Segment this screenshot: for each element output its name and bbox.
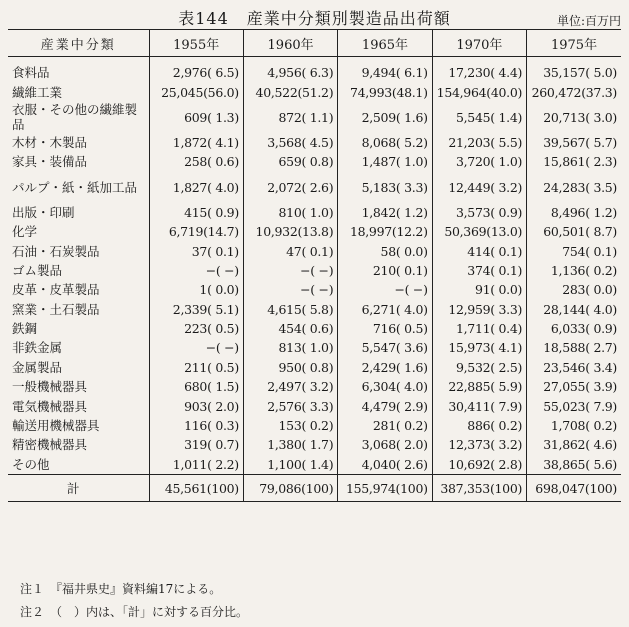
data-cell: 414( 0.1) bbox=[432, 241, 526, 260]
data-cell: 22,885( 5.9) bbox=[432, 377, 526, 396]
data-cell: 25,045(56.0) bbox=[149, 82, 243, 101]
data-cell: 2,509( 1.6) bbox=[338, 102, 432, 133]
data-cell: 223( 0.5) bbox=[149, 319, 243, 338]
data-cell: 903( 2.0) bbox=[149, 396, 243, 415]
row-label: 電気機械器具 bbox=[12, 398, 88, 414]
data-cell: 374( 0.1) bbox=[432, 261, 526, 280]
data-cell: 39,567( 5.7) bbox=[527, 133, 621, 152]
data-cell: 6,033( 0.9) bbox=[527, 319, 621, 338]
table-number: 表144 bbox=[178, 9, 229, 28]
data-cell: 27,055( 3.9) bbox=[527, 377, 621, 396]
data-cell: 2,339( 5.1) bbox=[149, 300, 243, 319]
data-cell: −( −) bbox=[149, 338, 243, 357]
row-label: 皮革・皮革製品 bbox=[12, 282, 100, 298]
data-cell: 9,532( 2.5) bbox=[432, 358, 526, 377]
row-label: 家具・装備品 bbox=[12, 154, 88, 170]
row-label: 化学 bbox=[12, 224, 38, 240]
data-cell: 40,522(51.2) bbox=[243, 82, 337, 101]
row-label: 食料品 bbox=[12, 65, 50, 81]
data-cell: 2,497( 3.2) bbox=[243, 377, 337, 396]
row-label: 一般機械器具 bbox=[12, 379, 88, 395]
table-row bbox=[8, 300, 621, 319]
data-cell: 91( 0.0) bbox=[432, 280, 526, 299]
data-cell: 50,369(13.0) bbox=[432, 222, 526, 241]
table-row bbox=[8, 241, 621, 260]
data-cell: 58( 0.0) bbox=[338, 241, 432, 260]
data-cell: 3,068( 2.0) bbox=[338, 435, 432, 454]
table-row bbox=[8, 172, 621, 203]
table-row bbox=[8, 377, 621, 396]
data-cell: 6,271( 4.0) bbox=[338, 300, 432, 319]
data-cell: 2,976( 6.5) bbox=[149, 57, 243, 83]
notes bbox=[20, 578, 248, 624]
data-cell: 609( 1.3) bbox=[149, 102, 243, 133]
data-cell: 886( 0.2) bbox=[432, 416, 526, 435]
data-cell: 1,487( 1.0) bbox=[338, 152, 432, 171]
data-cell: 154,964(40.0) bbox=[432, 82, 526, 101]
data-cell: −( −) bbox=[243, 261, 337, 280]
table-row bbox=[8, 319, 621, 338]
note-2: 注２ （ ）内は、「計」に対する百分比。 bbox=[20, 605, 249, 619]
column-header: 1975年 bbox=[527, 30, 621, 57]
total-row bbox=[8, 475, 621, 502]
data-cell: 1,711( 0.4) bbox=[432, 319, 526, 338]
data-cell: 9,494( 6.1) bbox=[338, 57, 432, 83]
total-cell: 79,086(100) bbox=[243, 475, 337, 502]
data-cell: 5,545( 1.4) bbox=[432, 102, 526, 133]
data-cell: 60,501( 8.7) bbox=[527, 222, 621, 241]
data-cell: 210( 0.1) bbox=[338, 261, 432, 280]
data-cell: 2,429( 1.6) bbox=[338, 358, 432, 377]
data-cell: 15,861( 2.3) bbox=[527, 152, 621, 171]
data-cell: 1( 0.0) bbox=[149, 280, 243, 299]
column-header: 1955年 bbox=[149, 30, 243, 57]
data-cell: 1,011( 2.2) bbox=[149, 455, 243, 475]
data-cell: 55,023( 7.9) bbox=[527, 396, 621, 415]
row-label: 鉄鋼 bbox=[12, 321, 38, 337]
column-header: 産業中分類 bbox=[8, 30, 149, 57]
table-row bbox=[8, 416, 621, 435]
row-label: 輸送用機械器具 bbox=[12, 418, 100, 434]
data-cell: 813( 1.0) bbox=[243, 338, 337, 357]
data-cell: 4,479( 2.9) bbox=[338, 396, 432, 415]
data-cell: 10,692( 2.8) bbox=[432, 455, 526, 475]
data-cell: 30,411( 7.9) bbox=[432, 396, 526, 415]
row-label: 衣服・その他の繊維製品 bbox=[12, 102, 138, 133]
row-label: 窯業・土石製品 bbox=[12, 301, 100, 317]
table-row bbox=[8, 203, 621, 222]
table-row bbox=[8, 102, 621, 133]
data-cell: 17,230( 4.4) bbox=[432, 57, 526, 83]
data-cell: 6,304( 4.0) bbox=[338, 377, 432, 396]
data-cell: 1,842( 1.2) bbox=[338, 203, 432, 222]
table-row bbox=[8, 455, 621, 475]
total-cell: 698,047(100) bbox=[527, 475, 621, 502]
note-1: 注１ 『福井県史』資料編17による。 bbox=[20, 582, 222, 596]
data-cell: 31,862( 4.6) bbox=[527, 435, 621, 454]
row-label: ゴム製品 bbox=[12, 262, 63, 278]
data-cell: 4,615( 5.8) bbox=[243, 300, 337, 319]
data-cell: 1,827( 4.0) bbox=[149, 172, 243, 203]
table-row bbox=[8, 396, 621, 415]
table-row bbox=[8, 338, 621, 357]
column-header: 1965年 bbox=[338, 30, 432, 57]
total-cell: 387,353(100) bbox=[432, 475, 526, 502]
data-cell: 24,283( 3.5) bbox=[527, 172, 621, 203]
row-label: 精密機械器具 bbox=[12, 437, 88, 453]
data-cell: 15,973( 4.1) bbox=[432, 338, 526, 357]
data-cell: 810( 1.0) bbox=[243, 203, 337, 222]
data-cell: 2,576( 3.3) bbox=[243, 396, 337, 415]
data-cell: −( −) bbox=[243, 280, 337, 299]
data-cell: 3,568( 4.5) bbox=[243, 133, 337, 152]
table-row bbox=[8, 152, 621, 171]
data-cell: 35,157( 5.0) bbox=[527, 57, 621, 83]
data-cell: 47( 0.1) bbox=[243, 241, 337, 260]
row-label: 繊維工業 bbox=[12, 84, 63, 100]
data-cell: 1,872( 4.1) bbox=[149, 133, 243, 152]
data-cell: 283( 0.0) bbox=[527, 280, 621, 299]
data-cell: 950( 0.8) bbox=[243, 358, 337, 377]
data-cell: 153( 0.2) bbox=[243, 416, 337, 435]
data-cell: 4,040( 2.6) bbox=[338, 455, 432, 475]
data-cell: 659( 0.8) bbox=[243, 152, 337, 171]
data-cell: 10,932(13.8) bbox=[243, 222, 337, 241]
data-cell: 1,136( 0.2) bbox=[527, 261, 621, 280]
data-cell: 20,713( 3.0) bbox=[527, 102, 621, 133]
data-cell: 3,573( 0.9) bbox=[432, 203, 526, 222]
table-title bbox=[0, 6, 629, 29]
column-header: 1960年 bbox=[243, 30, 337, 57]
data-cell: 5,183( 3.3) bbox=[338, 172, 432, 203]
table-title-text: 産業中分類別製造品出荷額 bbox=[246, 9, 451, 28]
data-cell: 680( 1.5) bbox=[149, 377, 243, 396]
data-cell: 12,373( 3.2) bbox=[432, 435, 526, 454]
data-cell: 2,072( 2.6) bbox=[243, 172, 337, 203]
total-cell: 45,561(100) bbox=[149, 475, 243, 502]
data-cell: 3,720( 1.0) bbox=[432, 152, 526, 171]
data-cell: 116( 0.3) bbox=[149, 416, 243, 435]
data-cell: 37( 0.1) bbox=[149, 241, 243, 260]
row-label: その他 bbox=[12, 456, 50, 472]
data-cell: 8,068( 5.2) bbox=[338, 133, 432, 152]
row-label: 非鉄金属 bbox=[12, 340, 63, 356]
data-cell: 74,993(48.1) bbox=[338, 82, 432, 101]
data-cell: 415( 0.9) bbox=[149, 203, 243, 222]
table-row bbox=[8, 261, 621, 280]
unit-label: 単位:百万円 bbox=[556, 14, 621, 28]
data-cell: 281( 0.2) bbox=[338, 416, 432, 435]
data-cell: 12,449( 3.2) bbox=[432, 172, 526, 203]
data-cell: 1,100( 1.4) bbox=[243, 455, 337, 475]
row-label: 金属製品 bbox=[12, 359, 63, 375]
data-cell: 211( 0.5) bbox=[149, 358, 243, 377]
row-label: 石油・石炭製品 bbox=[12, 243, 100, 259]
data-cell: 454( 0.6) bbox=[243, 319, 337, 338]
data-cell: 754( 0.1) bbox=[527, 241, 621, 260]
column-header: 1970年 bbox=[432, 30, 526, 57]
data-cell: 5,547( 3.6) bbox=[338, 338, 432, 357]
table-row bbox=[8, 57, 621, 83]
data-cell: 12,959( 3.3) bbox=[432, 300, 526, 319]
shipment-table bbox=[8, 29, 621, 502]
total-cell: 155,974(100) bbox=[338, 475, 432, 502]
data-cell: −( −) bbox=[338, 280, 432, 299]
data-cell: 21,203( 5.5) bbox=[432, 133, 526, 152]
row-label: 出版・印刷 bbox=[12, 204, 75, 220]
header-row bbox=[8, 30, 621, 57]
data-cell: 28,144( 4.0) bbox=[527, 300, 621, 319]
data-cell: 38,865( 5.6) bbox=[527, 455, 621, 475]
data-cell: 716( 0.5) bbox=[338, 319, 432, 338]
data-cell: 319( 0.7) bbox=[149, 435, 243, 454]
row-label: 木材・木製品 bbox=[12, 134, 88, 150]
table-row bbox=[8, 435, 621, 454]
data-cell: 4,956( 6.3) bbox=[243, 57, 337, 83]
data-cell: 23,546( 3.4) bbox=[527, 358, 621, 377]
data-cell: 1,380( 1.7) bbox=[243, 435, 337, 454]
data-cell: −( −) bbox=[149, 261, 243, 280]
data-cell: 18,997(12.2) bbox=[338, 222, 432, 241]
table-row bbox=[8, 358, 621, 377]
table-row bbox=[8, 280, 621, 299]
data-cell: 260,472(37.3) bbox=[527, 82, 621, 101]
data-cell: 8,496( 1.2) bbox=[527, 203, 621, 222]
data-cell: 1,708( 0.2) bbox=[527, 416, 621, 435]
row-label: パルプ・紙・紙加工品 bbox=[12, 179, 138, 195]
data-cell: 18,588( 2.7) bbox=[527, 338, 621, 357]
table-row bbox=[8, 82, 621, 101]
total-label: 計 bbox=[8, 475, 149, 502]
table-row bbox=[8, 222, 621, 241]
data-cell: 258( 0.6) bbox=[149, 152, 243, 171]
data-cell: 6,719(14.7) bbox=[149, 222, 243, 241]
data-cell: 872( 1.1) bbox=[243, 102, 337, 133]
table-row bbox=[8, 133, 621, 152]
